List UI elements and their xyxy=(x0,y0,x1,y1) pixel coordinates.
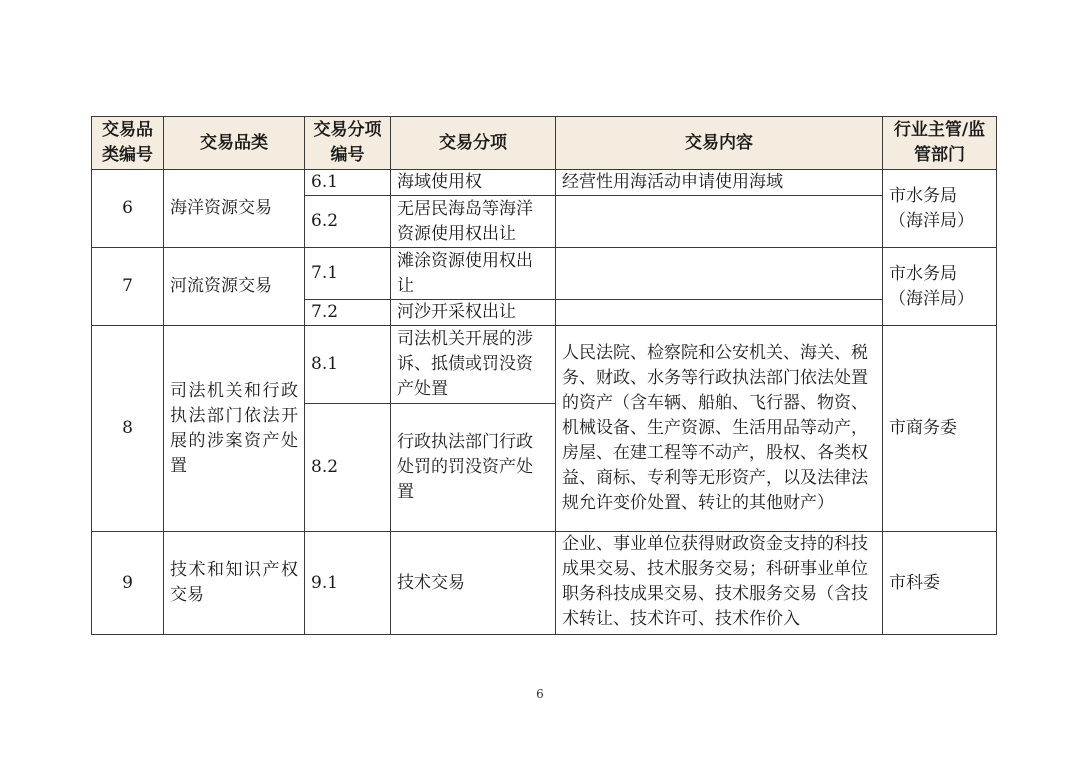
category-cell: 海洋资源交易 xyxy=(164,170,305,248)
header-department: 行业主管/监管部门 xyxy=(883,117,997,170)
table-header-row xyxy=(92,117,997,170)
category-code-cell: 6 xyxy=(92,170,164,248)
department-cell: 市商务委 xyxy=(883,326,997,532)
content-cell: 人民法院、检察院和公安机关、海关、税务、财政、水务等行政执法部门依法处置的资产（含车辆、船舶、飞行器、物资、机械设备、生产资源、生活用品等动产，房屋、在建工程等不动产，股权、各类权益、商标、专利等无形资产，以及法律法规允许变价处置、转让的其他财产） xyxy=(556,326,883,532)
category-code-cell: 8 xyxy=(92,326,164,532)
page-number: 6 xyxy=(536,687,544,701)
header-category-code: 交易品类编号 xyxy=(92,117,164,170)
trading-catalog-table xyxy=(91,116,997,635)
sub-code-cell: 9.1 xyxy=(305,532,391,635)
sub-item-cell: 滩涂资源使用权出让 xyxy=(391,248,556,300)
department-cell: 市水务局（海洋局） xyxy=(883,170,997,248)
table-row xyxy=(92,532,997,635)
sub-item-cell: 河沙开采权出让 xyxy=(391,300,556,326)
table-row xyxy=(92,170,997,196)
sub-item-cell: 技术交易 xyxy=(391,532,556,635)
table-row xyxy=(92,326,997,404)
sub-item-cell: 司法机关开展的涉诉、抵债或罚没资产处置 xyxy=(391,326,556,404)
sub-item-cell: 行政执法部门行政处罚的罚没资产处置 xyxy=(391,404,556,532)
category-cell: 河流资源交易 xyxy=(164,248,305,326)
header-sub-item: 交易分项 xyxy=(391,117,556,170)
sub-code-cell: 7.1 xyxy=(305,248,391,300)
category-code-cell: 9 xyxy=(92,532,164,635)
department-cell: 市科委 xyxy=(883,532,997,635)
content-cell xyxy=(556,300,883,326)
category-cell: 司法机关和行政执法部门依法开展的涉案资产处置 xyxy=(164,326,305,532)
table-row xyxy=(92,248,997,300)
sub-code-cell: 6.2 xyxy=(305,196,391,248)
header-content: 交易内容 xyxy=(556,117,883,170)
sub-code-cell: 7.2 xyxy=(305,300,391,326)
content-cell xyxy=(556,248,883,300)
sub-code-cell: 8.2 xyxy=(305,404,391,532)
category-cell: 技术和知识产权交易 xyxy=(164,532,305,635)
header-category: 交易品类 xyxy=(164,117,305,170)
sub-code-cell: 8.1 xyxy=(305,326,391,404)
sub-item-cell: 海域使用权 xyxy=(391,170,556,196)
sub-code-cell: 6.1 xyxy=(305,170,391,196)
sub-item-cell: 无居民海岛等海洋资源使用权出让 xyxy=(391,196,556,248)
content-cell: 经营性用海活动申请使用海域 xyxy=(556,170,883,196)
content-cell: 企业、事业单位获得财政资金支持的科技成果交易、技术服务交易；科研事业单位职务科技成果交易、技术服务交易（含技术转让、技术许可、技术作价入 xyxy=(556,532,883,635)
header-sub-code: 交易分项编号 xyxy=(305,117,391,170)
category-code-cell: 7 xyxy=(92,248,164,326)
department-cell: 市水务局（海洋局） xyxy=(883,248,997,326)
content-cell xyxy=(556,196,883,248)
